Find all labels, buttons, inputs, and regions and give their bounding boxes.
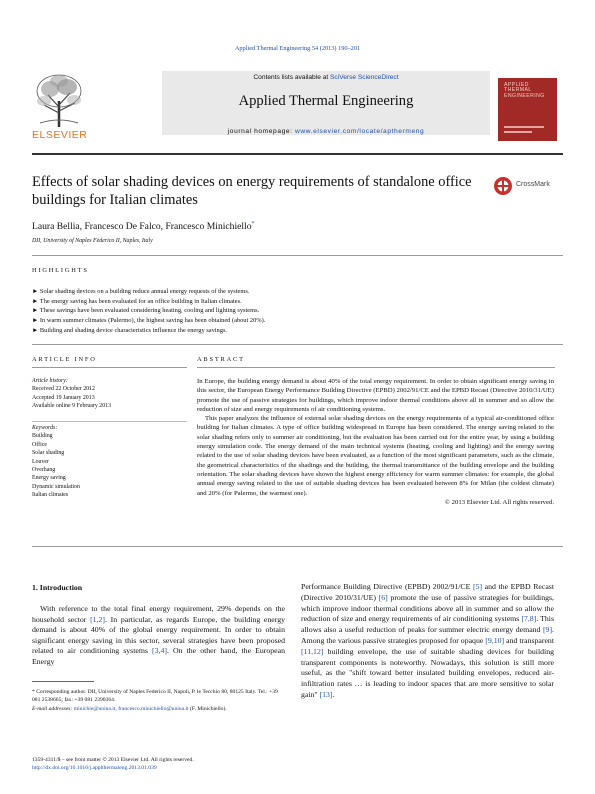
- text-run: Performance Building Directive (EPBD) 2002/91/CE: [301, 582, 473, 591]
- text-run: .: [332, 689, 335, 699]
- header-divider: [32, 153, 563, 155]
- text-run: . Among the various passive strategies proposed for opaque: [301, 625, 554, 645]
- author-names: Laura Bellia, Francesco De Falco, Francesco Minichiello: [32, 221, 252, 233]
- footnote-divider: [32, 681, 94, 682]
- keywords-label: Keywords:: [32, 425, 58, 431]
- citation-link[interactable]: [9]: [542, 625, 553, 635]
- journal-reference[interactable]: Applied Thermal Engineering 54 (2013) 190–201: [234, 45, 361, 52]
- keyword: Solar shading: [32, 450, 65, 457]
- citation-link[interactable]: [1,2]: [90, 614, 106, 624]
- citation-link[interactable]: [7,8]: [521, 614, 537, 624]
- keyword: Overhang: [32, 467, 56, 474]
- citation-link[interactable]: [11,12]: [301, 646, 324, 656]
- highlight-item: ► In warm summer climates (Palermo), the highest saving has been obtained (about 20%).: [32, 317, 266, 325]
- body-paragraph: [32, 604, 285, 667]
- homepage-link[interactable]: www.elsevier.com/locate/apthermeng: [295, 128, 425, 135]
- journal-title-band: [162, 71, 490, 135]
- homepage-prefix: journal homepage:: [227, 128, 295, 135]
- author-list: [32, 221, 255, 232]
- copyright-notice: © 2013 Elsevier Ltd. All rights reserved.: [444, 498, 554, 506]
- divider: [32, 546, 563, 547]
- publication-info: [32, 756, 292, 773]
- elsevier-logo: [32, 71, 87, 143]
- history-accepted: Accepted 19 January 2013: [32, 394, 95, 401]
- highlights-heading: HIGHLIGHTS: [32, 267, 89, 274]
- highlight-item: ► These savings have been evaluated considering heating, cooling and lighting systems.: [32, 307, 260, 315]
- text-run: . This allows also a useful reduction of peaks for summer electric energy demand: [301, 614, 554, 635]
- journal-header: [32, 71, 563, 149]
- email-line: [32, 705, 285, 713]
- contents-prefix: Contents lists available at: [253, 74, 331, 81]
- text-run: promote the use of passive strategies for buildings, which improve indoor thermal conditions above all in summer and so allow the reduction of size and energy requirements of air conditioning systems: [301, 592, 555, 624]
- journal-title: Applied Thermal Engineering: [238, 93, 414, 109]
- doi-link[interactable]: http://dx.doi.org/10.1016/j.applthermaleng.2013.01.039: [32, 765, 157, 772]
- body-column-left: [32, 583, 285, 667]
- abstract-paragraph: In Europe, the building energy demand is about 40% of the total energy requirement. In order to obtain significant energy saving in this sector, the European Energy Performance Building Directive (EPBD) 2002/91/CE and the EPBD Recast (Directive 2010/31/UE) promote the use of passive strategies for buildings, which improve indoor thermal conditions above all in summer and so allow the reduction of size and energy requirements of air conditioning systems.: [197, 378, 554, 413]
- divider: [32, 421, 187, 422]
- text-run: and transparent: [504, 635, 554, 645]
- text-run: With reference to the total final energy requirement, 29% depends on the household sector: [32, 604, 285, 624]
- history-online: Available online 9 February 2013: [32, 403, 112, 410]
- abstract-heading: ABSTRACT: [197, 356, 245, 363]
- text-run: and the EPBD Recast (Directive 2010/31/UE): [301, 582, 555, 602]
- email-links[interactable]: minichie@unina.it, francesco.minichiello@unina.it: [73, 705, 189, 712]
- keyword: Italian climates: [32, 492, 69, 499]
- divider: [32, 367, 187, 368]
- publisher-name: ELSEVIER: [32, 129, 88, 141]
- contents-availability: [162, 74, 490, 81]
- corresponding-author-mark[interactable]: *: [251, 221, 255, 227]
- footnote: [32, 688, 285, 713]
- section-heading: 1. Introduction: [32, 583, 83, 592]
- keyword: Dynamic simulation: [32, 483, 80, 490]
- article-history: [32, 377, 187, 411]
- citation-link[interactable]: [9,10]: [485, 635, 505, 645]
- journal-cover-image: [498, 78, 557, 141]
- highlights-list: [32, 287, 563, 336]
- abstract-body: [197, 377, 554, 507]
- keywords: [32, 424, 187, 500]
- divider: [32, 255, 563, 256]
- text-run: . On the other hand, the European Energy: [32, 646, 285, 666]
- journal-homepage: [162, 128, 490, 135]
- email-label: E-mail addresses:: [32, 705, 73, 712]
- keyword: Energy saving: [32, 475, 66, 482]
- citation-link[interactable]: [13]: [319, 689, 333, 699]
- corresponding-author-note: * Corresponding author. DII, University of Naples Federico II, Napoli, P. le Tecchio 80, 80125 Italy. Tel.: +39 081 2538665; fax: +39 081 2390364.: [32, 689, 278, 704]
- highlight-item: ► Building and shading device characteristics influence the energy savings.: [32, 326, 228, 334]
- citation-link[interactable]: [6]: [378, 592, 388, 602]
- sciencedirect-link[interactable]: SciVerse ScienceDirect: [330, 74, 399, 81]
- keyword: Office: [32, 441, 47, 448]
- crossmark-icon: [493, 176, 513, 196]
- cover-title: APPLIED THERMAL ENGINEERING: [504, 82, 545, 99]
- text-run: building envelope, the use of suitable shading devices for building transparent components is noteworthy. Nowadays, this solution is still more useful, as the "shift toward better insulated building envelopes, reduced air-infiltration rates … is leading to indoor spaces that are more sensitive to solar gain": [301, 646, 554, 699]
- history-label: Article history:: [32, 378, 68, 384]
- affiliation: DII, University of Naples Federico II, Naples, Italy: [32, 238, 153, 244]
- divider: [197, 367, 555, 368]
- citation-link[interactable]: [3,4]: [152, 646, 167, 656]
- email-suffix: (F. Minichiello).: [190, 705, 227, 712]
- article-info-heading: ARTICLE INFO: [32, 356, 97, 363]
- paper-title: Effects of solar shading devices on energy requirements of standalone office buildings for Italian climates: [32, 174, 472, 209]
- body-paragraph: [301, 582, 554, 701]
- crossmark-label: CrossMark: [516, 181, 550, 188]
- history-received: Received 22 October 2012: [32, 386, 95, 393]
- body-column-right: [301, 582, 554, 701]
- divider: [32, 344, 563, 345]
- elsevier-tree-icon: [32, 71, 87, 129]
- keyword: Building: [32, 433, 53, 440]
- highlight-item: ► The energy saving has been evaluated for an office building in Italian climates.: [32, 297, 242, 305]
- abstract-paragraph: This paper analyzes the influence of external solar shading devices on the energy requirements of a typical air-conditioned office building for Italian climates. A type of office building widespread in Europe has been considered. The energy saving related to the solar shading refers only to summer air conditioning, but the evaluation has been carried out for the entire year, by using a building energy simulation code. The energy demand of the main technical systems (heating, cooling and lighting) and the energy saving related to the use of solar shading devices have been evaluated, as a function of the most significant parameters, such as the climate, the geometrical characteristics of the shadings and the building, the thermal transmittance of the building envelope and the building orientation. The solar shading devices have shown the highest energy efficiency for warm summer climates: for example, the global annual energy saving related to the use of suitable shading devices has been evaluated between 8% for Milan (the coldest climate) and 20% (for Palermo, the warmest one).: [197, 415, 554, 497]
- crossmark-badge[interactable]: [493, 175, 555, 197]
- keyword: Louver: [32, 458, 50, 465]
- highlight-item: ► Solar shading devices on a building reduce annual energy requests of the systems.: [32, 288, 250, 295]
- text-run: . In particular, as regards Europe, the building energy demand is about 40% of the global energy requirement. In order to obtain significant energy saving in this sector, several strategies have been proposed related to air conditioning systems: [32, 614, 285, 656]
- issn-line: 1359-4311/$ – see front matter © 2013 Elsevier Ltd. All rights reserved.: [32, 757, 194, 763]
- citation-link[interactable]: [5]: [472, 582, 483, 591]
